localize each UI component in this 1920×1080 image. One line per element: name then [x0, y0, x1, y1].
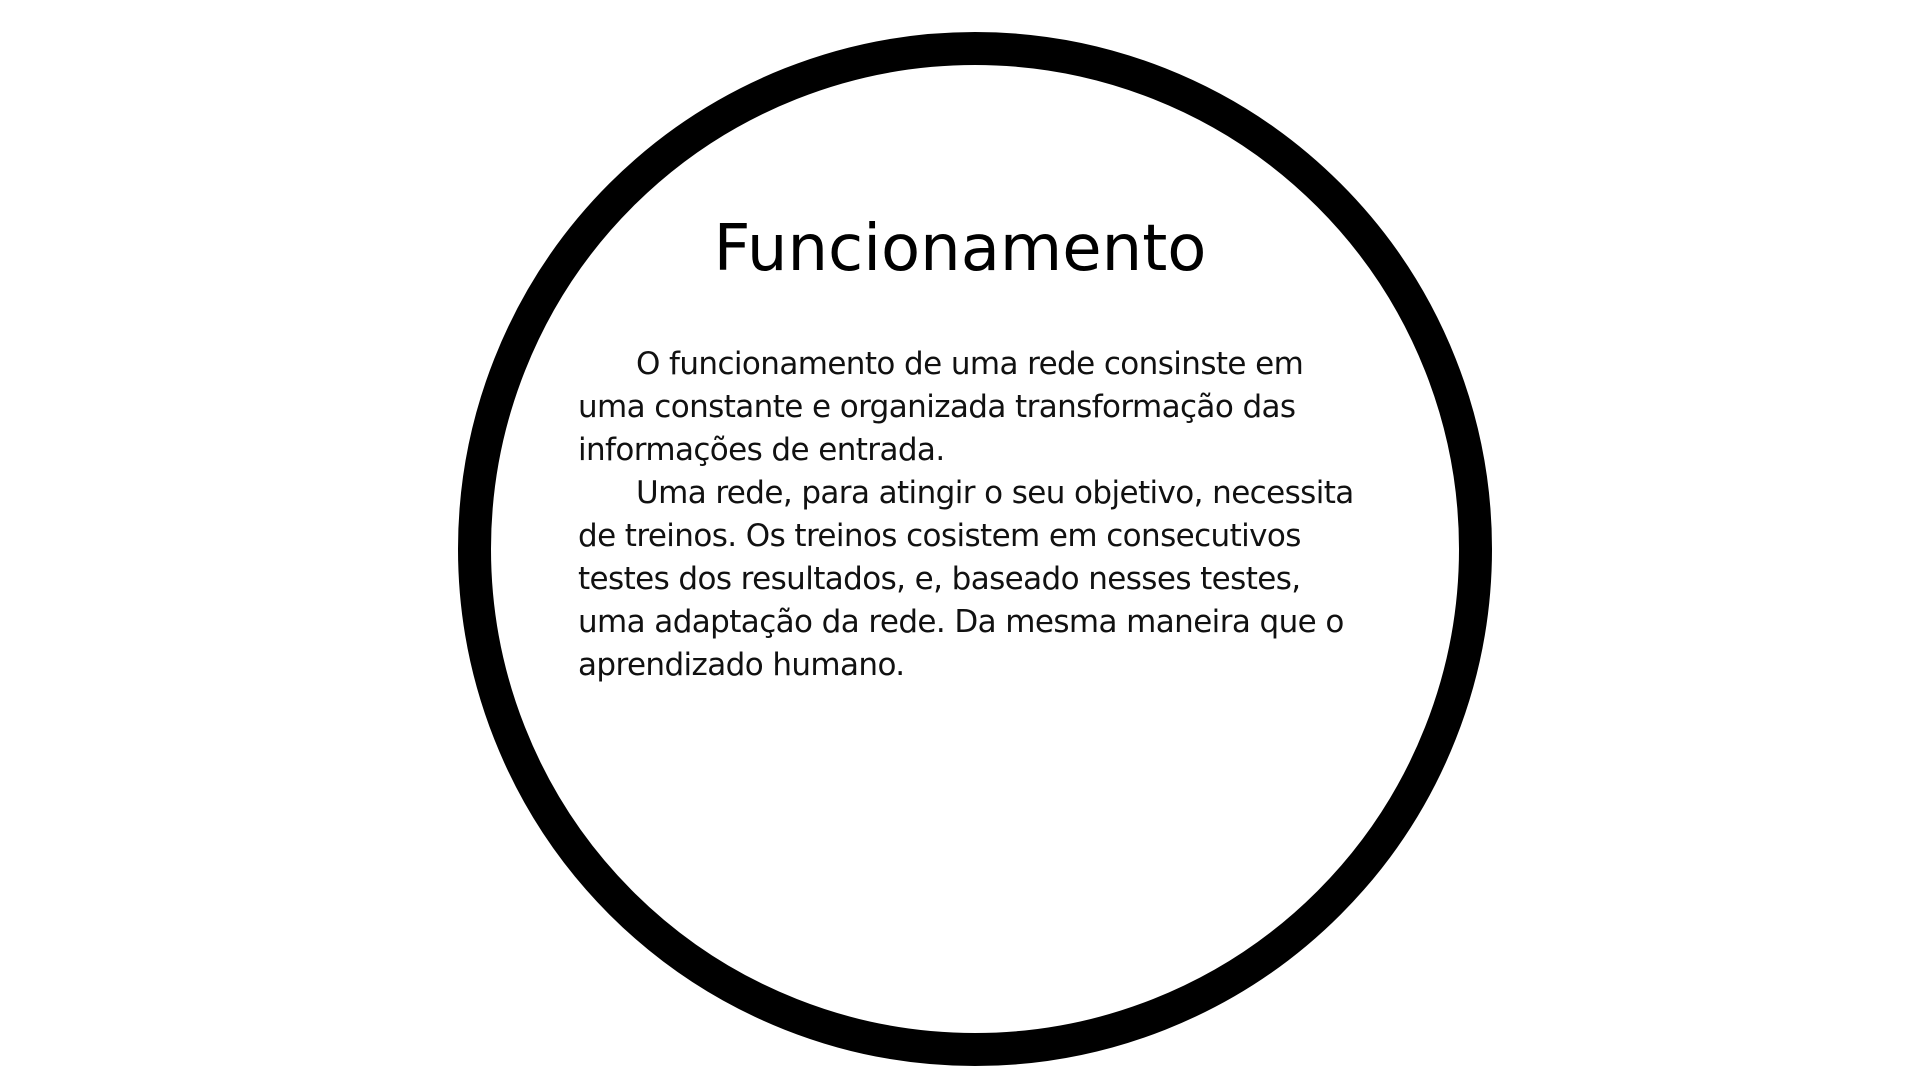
slide-body — [578, 343, 1358, 687]
body-paragraph: Uma rede, para atingir o seu objetivo, necessita de treinos. Os treinos cosistem em consecutivos testes dos resultados, e, baseado nesses testes, uma adaptação da rede. Da mesma maneira que o aprendizado humano. — [578, 475, 1354, 683]
slide-title: Funcionamento — [713, 212, 1207, 286]
body-paragraph: O funcionamento de uma rede consinste em uma constante e organizada transformação das informações de entrada. — [578, 346, 1304, 468]
